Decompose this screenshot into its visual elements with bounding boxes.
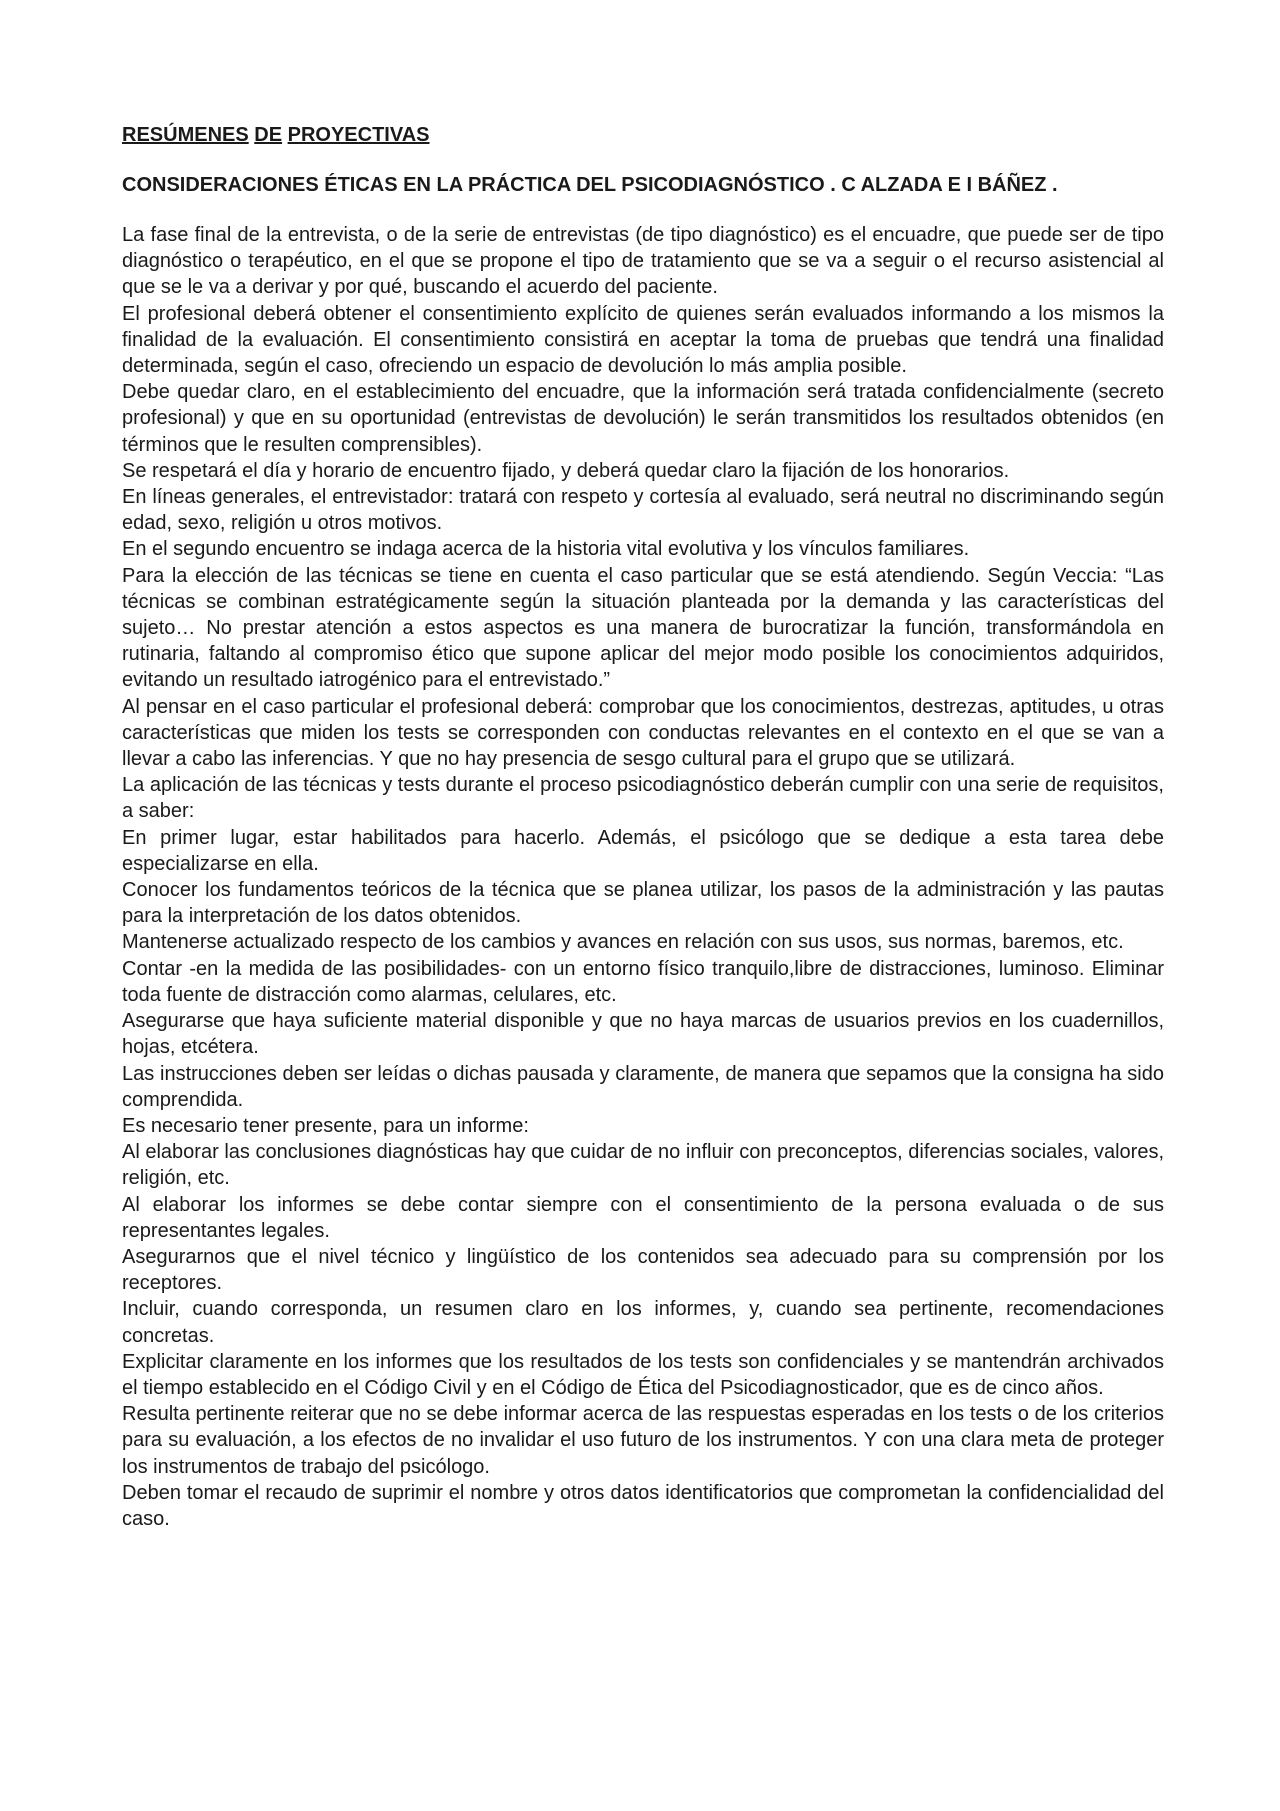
title-word-2: DE <box>254 124 283 146</box>
paragraph-18: Al elaborar los informes se debe contar siempre con el consentimiento de la persona evaluada o de sus representantes legales. <box>122 1193 1164 1242</box>
paragraph-4: Se respetará el día y horario de encuentro fijado, y deberá quedar claro la fijación de los honorarios. <box>122 459 1010 482</box>
paragraph-14: Asegurarse que haya suficiente material disponible y que no haya marcas de usuarios previos en los cuadernillos, hojas, etcétera. <box>122 1010 1164 1059</box>
body-text <box>122 222 1164 1532</box>
paragraph-22: Resulta pertinente reiterar que no se debe informar acerca de las respuestas esperadas en los tests o de los criterios para su evaluación, a los efectos de no invalidar el uso futuro de los instrumentos. Y con una clara meta de proteger los instrumentos de trabajo del psicólogo. <box>122 1403 1164 1478</box>
document-page <box>122 122 1164 1532</box>
paragraph-16: Es necesario tener presente, para un informe: <box>122 1114 529 1137</box>
title-word-3: PROYECTIVAS <box>287 124 430 146</box>
paragraph-9: La aplicación de las técnicas y tests durante el proceso psicodiagnóstico deberán cumplir con una serie de requisitos, a saber: <box>122 774 1164 823</box>
document-title <box>122 122 1164 148</box>
paragraph-23: Deben tomar el recaudo de suprimir el nombre y otros datos identificatorios que comprometan la confidencialidad del caso. <box>122 1481 1164 1530</box>
section-title: CONSIDERACIONES ÉTICAS EN LA PRÁCTICA DEL PSICODIAGNÓSTICO . C ALZADA E I BÁÑEZ . <box>122 174 1058 196</box>
title-word-1: RESÚMENES <box>122 124 249 146</box>
paragraph-21: Explicitar claramente en los informes que los resultados de los tests son confidenciales y se mantendrán archivados el tiempo establecido en el Código Civil y en el Código de Ética del Psicodiagnosticador, que es de cinco años. <box>122 1350 1164 1399</box>
paragraph-19: Asegurarnos que el nivel técnico y lingüístico de los contenidos sea adecuado para su comprensión por los receptores. <box>122 1245 1164 1295</box>
paragraph-7: Para la elección de las técnicas se tiene en cuenta el caso particular que se está atendiendo. Según Veccia: “Las técnicas se combinan estratégicamente según la situación planteada por la demanda y las características del sujeto… No prestar atención a estos aspectos es una manera de burocratizar la función, transformándola en rutinaria, faltando al compromiso ético que supone aplicar del mejor modo posible los conocimientos adquiridos, evitando un resultado iatrogénico para el entrevistado.” <box>122 564 1164 692</box>
paragraph-2: El profesional deberá obtener el consentimiento explícito de quienes serán evaluados informando a los mismos la finalidad de la evaluación. El consentimiento consistirá en aceptar la toma de pruebas que tendrá una finalidad determinada, según el caso, ofreciendo un espacio de devolución lo más amplia posible. <box>122 302 1164 378</box>
paragraph-20: Incluir, cuando corresponda, un resumen claro en los informes, y, cuando sea pertinente, recomendaciones concretas. <box>122 1298 1164 1347</box>
paragraph-10: En primer lugar, estar habilitados para hacerlo. Además, el psicólogo que se dedique a esta tarea debe especializarse en ella. <box>122 826 1164 875</box>
paragraph-6: En el segundo encuentro se indaga acerca de la historia vital evolutiva y los vínculos familiares. <box>122 538 970 561</box>
paragraph-5: En líneas generales, el entrevistador: tratará con respeto y cortesía al evaluado, será neutral no discriminando según edad, sexo, religión u otros motivos. <box>122 486 1164 535</box>
paragraph-17: Al elaborar las conclusiones diagnósticas hay que cuidar de no influir con preconceptos, diferencias sociales, valores, religión, etc. <box>122 1141 1164 1190</box>
paragraph-1: La fase final de la entrevista, o de la serie de entrevistas (de tipo diagnóstico) es el encuadre, que puede ser de tipo diagnóstico o terapéutico, en el que se propone el tipo de tratamiento que se va a seguir o el recurso asistencial al que se le va a derivar y por qué, buscando el acuerdo del paciente. <box>122 224 1164 299</box>
paragraph-15: Las instrucciones deben ser leídas o dichas pausada y claramente, de manera que sepamos que la consigna ha sido comprendida. <box>122 1062 1164 1111</box>
paragraph-11: Conocer los fundamentos teóricos de la técnica que se planea utilizar, los pasos de la administración y las pautas para la interpretación de los datos obtenidos. <box>122 879 1164 928</box>
paragraph-13: Contar -en la medida de las posibilidades- con un entorno físico tranquilo,libre de distracciones, luminoso. Eliminar toda fuente de distracción como alarmas, celulares, etc. <box>122 957 1164 1006</box>
paragraph-8: Al pensar en el caso particular el profesional deberá: comprobar que los conocimientos, destrezas, aptitudes, u otras características que miden los tests se corresponden con conductas relevantes en el contexto en el que se van a llevar a cabo las inferencias. Y que no hay presencia de sesgo cultural para el grupo que se utilizará. <box>122 695 1164 771</box>
paragraph-12: Mantenerse actualizado respecto de los cambios y avances en relación con sus usos, sus normas, baremos, etc. <box>122 931 1124 954</box>
paragraph-3: Debe quedar claro, en el establecimiento del encuadre, que la información será tratada confidencialmente (secreto profesional) y que en su oportunidad (entrevistas de devolución) le serán transmitidos los resultados obtenidos (en términos que le resulten comprensibles). <box>122 381 1164 456</box>
